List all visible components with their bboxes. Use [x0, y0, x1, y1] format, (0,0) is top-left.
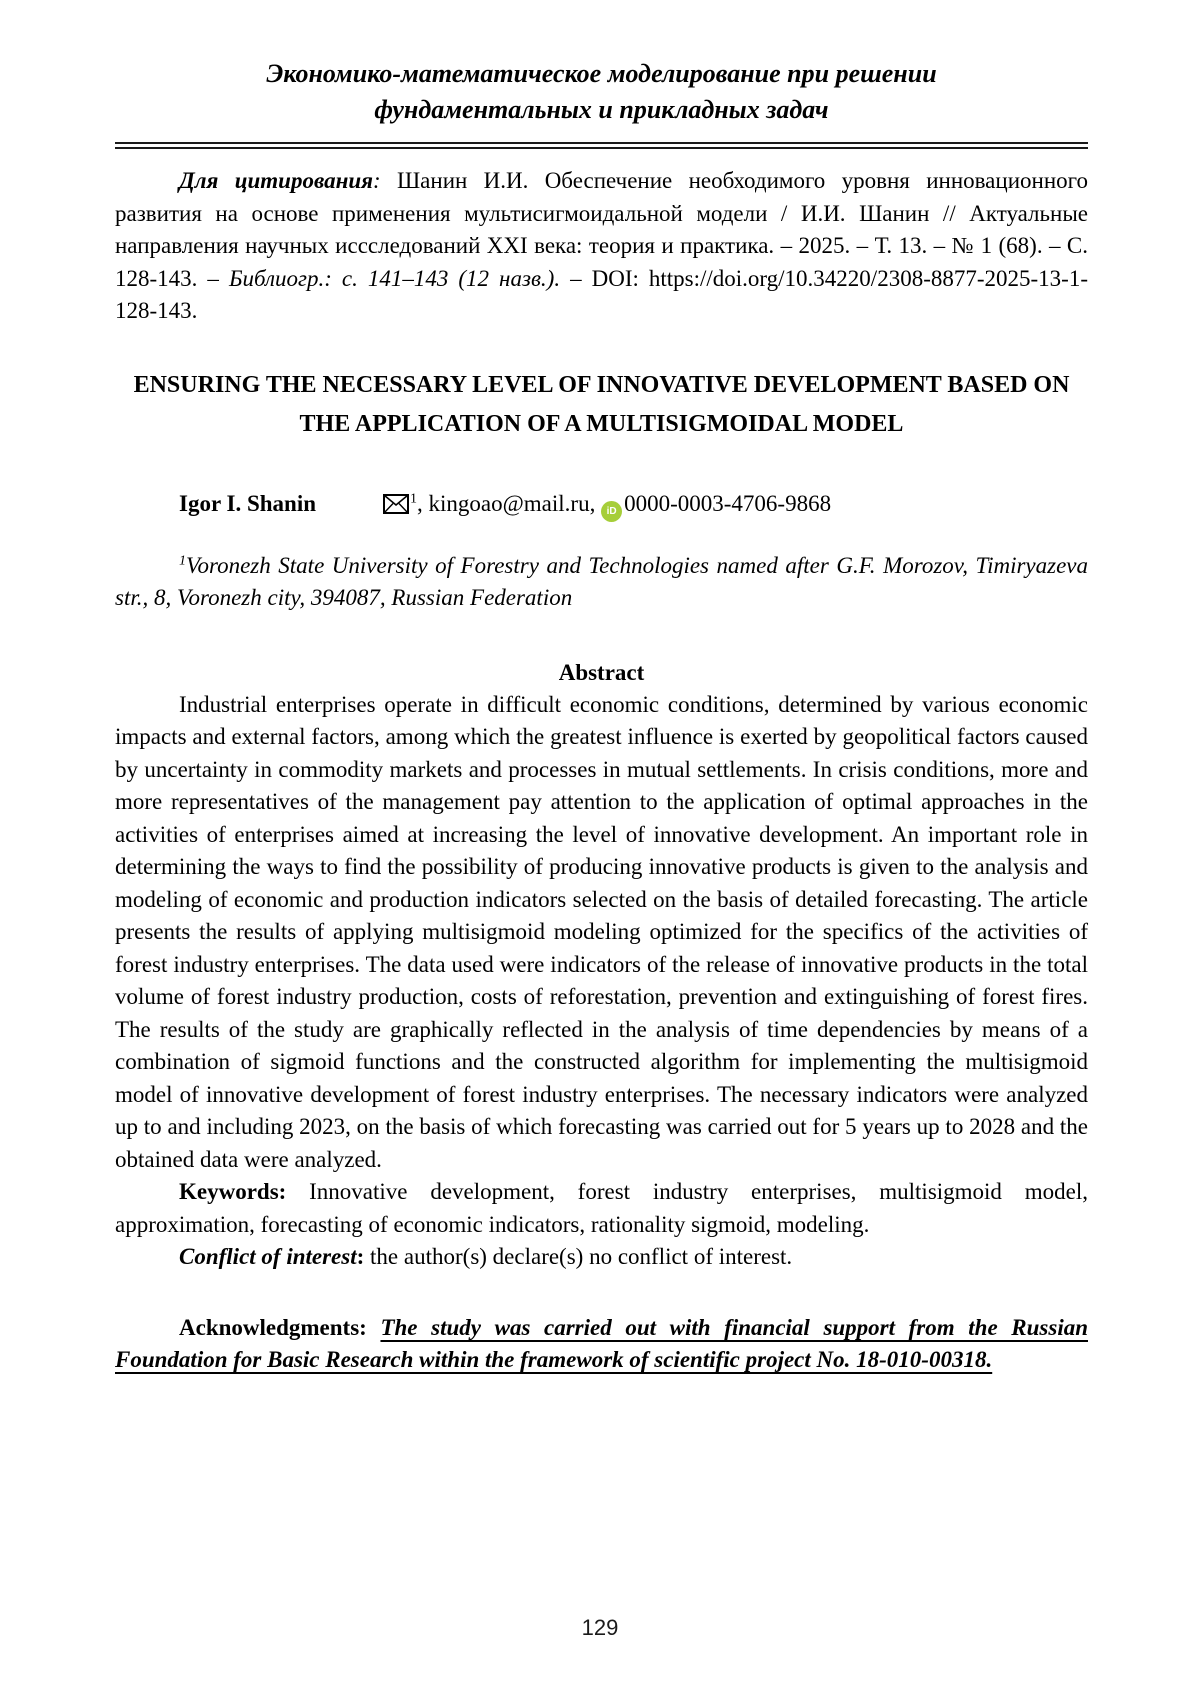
article-title-line-1: ENSURING THE NECESSARY LEVEL OF INNOVATIVE DEVELOPMENT BASED ON: [133, 371, 1070, 398]
acknowledgments-paragraph: [115, 1312, 1088, 1377]
author-orcid-number: 0000-0003-4706-9868: [624, 490, 832, 516]
header-rule: [115, 142, 1088, 149]
author-name: Igor I. Shanin: [179, 490, 317, 516]
keywords-label: Keywords:: [179, 1179, 287, 1204]
author-email: , kingoao@mail.ru,: [417, 490, 602, 516]
journal-running-head: [115, 56, 1088, 128]
abstract-paragraph: Industrial enterprises operate in difficult economic conditions, determined by various economic impacts and external factors, among which the greatest influence is exerted by geopolitical factors caused by uncertainty in commodity markets and processes in mutual settlements. In crisis conditions, more and more representatives of the management pay attention to the application of optimal approaches in the activities of enterprises aimed at increasing the level of innovative development. An important role in determining the ways to find the possibility of producing innovative products is given to the analysis and modeling of economic and production indicators selected on the basis of detailed forecasting. The article presents the results of applying multisigmoid modeling optimized for the specifics of the activities of forest industry enterprises. The data used were indicators of the release of innovative products in the total volume of forest industry production, costs of reforestation, prevention and extinguishing of forest fires. The results of the study are graphically reflected in the analysis of time dependencies by means of a combination of sigmoid functions and the constructed algorithm for implementing the multisigmoid model of innovative development of forest industry enterprises. The necessary indicators were analyzed up to and including 2023, on the basis of which forecasting was carried out for 5 years up to 2028 and the obtained data were analyzed.: [115, 691, 1088, 1172]
citation-body: Шанин И.И. Обеспечение необходимого уровня инновационного развития на основе применения мультисигмоидальной модели / И.И. Шанин // Актуальные направления научных иссследований XXI века: теория и практика. – 2025. – Т. 13. – № 1 (68). – С. 128-143. –: [115, 168, 1088, 291]
author-line: [115, 488, 1088, 522]
article-title-line-2: THE APPLICATION OF A MULTISIGMOIDAL MODEL: [299, 410, 904, 437]
affiliation-marker: 1: [179, 552, 186, 568]
acknowledgments-text: The study was carried out with financial support from the Russian Foundation for Basic Research within the framework of scientific project No. 18-010-00318.: [115, 1314, 1088, 1372]
acknowledgments-label: Acknowledgments:: [179, 1314, 381, 1340]
citation-bibliography: Библиогр.: с. 141–143 (12 назв.).: [228, 265, 561, 291]
citation-paragraph: [115, 165, 1088, 328]
running-head-line-2: фундаментальных и прикладных задач: [374, 95, 829, 124]
conflict-of-interest-paragraph: [115, 1241, 1088, 1274]
running-head-line-1: Экономико-математическое моделирование при решении: [266, 59, 937, 88]
abstract-heading: Abstract: [558, 659, 645, 685]
conflict-label: Conflict of interest: [179, 1244, 357, 1269]
orcid-icon: iD: [601, 501, 622, 522]
conflict-colon: :: [356, 1244, 365, 1269]
author-affiliation-ref: 1: [410, 490, 418, 506]
affiliation-text: Voronezh State University of Forestry and Technologies named after G.F. Morozov, Timiryazeva str., 8, Voronezh city, 394087, Russian Federation: [115, 552, 1088, 610]
citation-colon: :: [372, 168, 397, 193]
citation-doi: – DOI: https://doi.org/10.34220/2308-8877-2025-13-1-128-143.: [115, 265, 1088, 323]
conflict-text: the author(s) declare(s) no conflict of interest.: [364, 1244, 793, 1269]
citation-label: Для цитирования: [179, 168, 373, 193]
article-title: [115, 366, 1088, 444]
keywords-text: Innovative development, forest industry enterprises, multisigmoid model, approximation, forecasting of economic indicators, rationality sigmoid, modeling.: [115, 1179, 1088, 1237]
page-number: 129: [581, 1615, 619, 1640]
affiliation-paragraph: [115, 550, 1088, 615]
envelope-icon: [319, 494, 409, 514]
keywords-paragraph: [115, 1176, 1088, 1241]
